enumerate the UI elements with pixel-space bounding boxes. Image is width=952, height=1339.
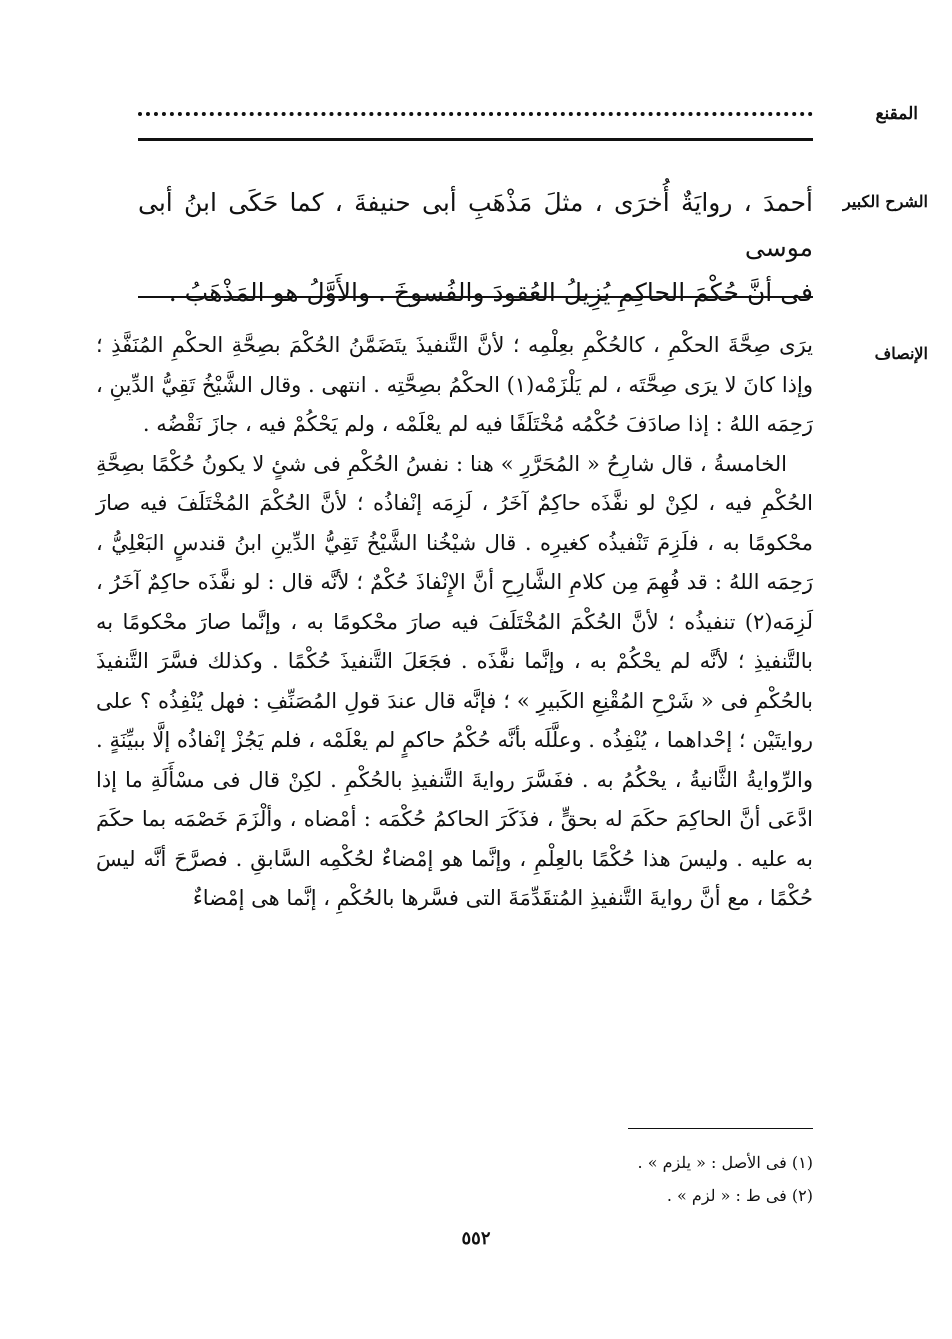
sharh-kabir-line-1: أحمدَ ، روايَةٌ أُخرَى ، مثلَ مَذْهَبِ أبى حنيفةَ ، كما حَكَى ابنُ أبى موسى <box>138 188 813 262</box>
sharh-kabir-text <box>138 180 813 315</box>
sharh-kabir-line-2: فى أنَّ حُكْمَ الحاكِمِ يُزِيلُ العُقودَ والفُسوخَ . والأَوَّلُ هو المَذْهَبُ . <box>168 278 813 307</box>
sharh-kabir-label: الشرح الكبير <box>843 192 928 211</box>
footnote-1: (١) فى الأصل : « يلزم » . <box>637 1153 813 1172</box>
footnote-2: (٢) فى ط : « لزم » . <box>666 1186 813 1205</box>
insaf-paragraph-1: يرَى صِحَّةَ الحكْمِ ، كالحُكْمِ بعِلْمِه ؛ لأنَّ التَّنفيذَ يتَضَمَّنُ الحُكْمَ بصِحَّةِ الحكْمِ المُنَفَّذِ ؛ وإذا كانَ لا يرَى صِحَّتَه ، لم يَلْزَمْه(١) الحكْمُ بصِحَّتِه . انتهى . وقال الشَّيْخُ تَقِيُّ الدِّينِ ، رَحِمَه اللهُ : إذا صادَفَ حُكْمُه مُخْتَلَفًا فيه لم يعْلَمْه ، ولم يَحْكُمْ فيه ، جازَ نَقْضُه . <box>96 333 813 436</box>
footnote-rule <box>628 1128 813 1129</box>
header-solid-rule <box>138 138 813 141</box>
running-header-title: المقنع <box>875 104 918 124</box>
insaf-label: الإنصاف <box>874 344 928 363</box>
section-separator-rule <box>138 296 813 298</box>
header-dotted-rule <box>138 112 813 116</box>
page-number: ٥٥٢ <box>461 1228 491 1249</box>
insaf-paragraph-2: الخامسةُ ، قال شارِحُ « المُحَرَّرِ » هنا : نفسُ الحُكْمِ فى شئٍ لا يكونُ حُكْمًا بصِحَّةِ الحُكْمِ فيه ، لكِنْ لو نفَّذَه حاكِمٌ آخَرُ ، لَزِمَه إنْفاذُه ؛ لأنَّ الحُكْمَ المُخْتَلَفَ فيه صارَ محْكومًا به ، فلَزِمَ تَنْفيذُه كغيرِه . قال شيْخُنا الشَّيْخُ تَقِيُّ الدِّينِ ابنُ قندسٍ البَعْلِيُّ ، رَحِمَه اللهُ : قد فُهِمَ مِن كلامِ الشَّارِحِ أنَّ الإِنْفاذَ حُكْمٌ ؛ لأنَّه قال : لو نفَّذَه حاكِمٌ آخَرُ ، لَزِمَه(٢) تنفيذُه ؛ لأنَّ الحُكْمَ المُخْتَلَفَ فيه صارَ محْكومًا به ، وإنَّما صارَ محْكومًا به بالتَّنفيذِ ؛ لأنَّه لم يحْكُمْ به ، وإنَّما نفَّذَه . فجَعَلَ التَّنفيذَ حُكْمًا . وكذلك فسَّرَ التَّنفيذَ بالحُكْمِ فى « شَرْحِ المُقْنِعِ الكَبيرِ » ؛ فإنَّه قال عندَ قولِ المُصَنِّفِ : فهل يُنْفِذُه ؟ على روايتَيْن ؛ إحْداهما ، يُنْفِذُه . وعلَّلَه بأنَّه حُكْمُ حاكمٍ لم يعْلَمْه ، فلم يَجُزْ إنْفاذُه إلَّا ببيِّنَةٍ . والرِّوايةُ الثَّانيةُ ، يحْكُمُ به . ففَسَّرَ روايةَ التَّنفيذِ بالحُكْمِ . لكِنْ قال فى مسْأَلَةِ ما إذا ادَّعَى أنَّ الحاكِمَ حكَمَ له بحقٍّ ، فذَكَرَ الحاكمُ حُكْمَه : أمْضاه ، وألْزَمَ خَصْمَه بما حكَمَ به عليه . وليسَ هذا حُكْمًا بالعِلْمِ ، وإنَّما هو إمْضاءٌ لحُكْمِه السَّابقِ . فصرَّحَ أنَّه ليسَ حُكْمًا ، مع أنَّ روايةَ التَّنفيذِ المُتقَدِّمَةَ التى فسَّرها بالحُكْمِ ، إنَّما هى إمْضاءٌ <box>96 451 813 910</box>
insaf-text <box>96 326 813 919</box>
footnotes <box>380 1146 813 1212</box>
